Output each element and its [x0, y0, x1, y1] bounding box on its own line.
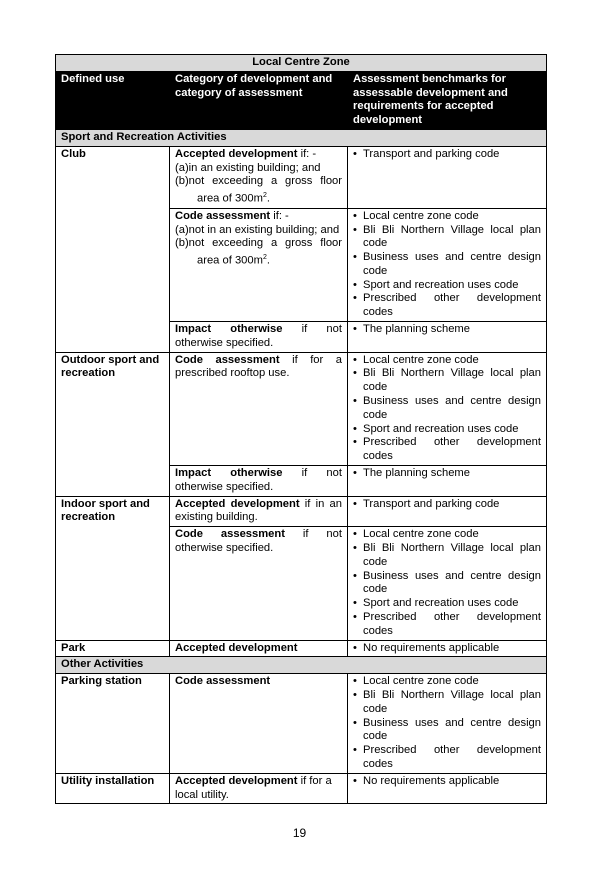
section-row-sport	[56, 129, 547, 146]
category-label: Code assessment	[175, 353, 280, 366]
benchmark-cell	[348, 674, 547, 774]
benchmark-item: • Prescribed other development codes	[353, 292, 541, 320]
header-row	[56, 71, 547, 129]
benchmark-list	[353, 210, 541, 320]
benchmark-list	[353, 775, 541, 789]
table-row-indoor-accepted	[56, 496, 547, 527]
header-defined-use: Defined use	[56, 71, 170, 129]
benchmark-item: • Prescribed other development codes	[353, 611, 541, 639]
benchmark-item: • Local centre zone code	[353, 528, 541, 542]
condition-end: .	[266, 192, 270, 205]
category-cell	[170, 352, 348, 465]
category-condition: if not otherwise specified.	[175, 323, 342, 349]
category-cell	[170, 773, 348, 804]
benchmark-list	[353, 498, 541, 512]
defined-use-park: Park	[56, 640, 170, 657]
category-condition: if: -	[270, 209, 289, 222]
category-condition: if for a local utility.	[175, 774, 332, 801]
benchmark-item: • Prescribed other development codes	[353, 436, 541, 464]
category-label: Impact otherwise	[175, 467, 283, 480]
defined-use-indoor-sport: Indoor sport and recreation	[56, 496, 170, 640]
benchmark-item: • Sport and recreation uses code	[353, 597, 541, 611]
benchmark-cell	[348, 146, 547, 208]
local-centre-zone-table	[55, 54, 547, 804]
benchmark-item: • Business uses and centre design code	[353, 570, 541, 598]
category-cell	[170, 466, 348, 497]
benchmark-item: • The planning scheme	[353, 323, 541, 337]
table-row-club-accepted	[56, 146, 547, 208]
benchmark-item: • Local centre zone code	[353, 354, 541, 368]
table-title-row	[56, 55, 547, 72]
category-cell	[170, 322, 348, 353]
section-heading-sport: Sport and Recreation Activities	[56, 129, 547, 146]
defined-use-parking-station: Parking station	[56, 674, 170, 774]
superscript: 2	[262, 192, 267, 200]
benchmark-item: • Sport and recreation uses code	[353, 279, 541, 293]
section-heading-other: Other Activities	[56, 657, 547, 674]
benchmark-list	[353, 467, 541, 481]
benchmark-item: • Local centre zone code	[353, 210, 541, 224]
category-cell: Code assessment	[170, 674, 348, 774]
category-cell	[170, 146, 348, 208]
condition-item: (a)not in an existing building; and	[175, 223, 340, 236]
benchmark-cell	[348, 322, 547, 353]
condition-item: (a)in an existing building; and	[175, 161, 321, 174]
table-row-utility-installation	[56, 773, 547, 804]
benchmark-list	[353, 148, 541, 162]
benchmark-cell	[348, 352, 547, 465]
category-cell	[170, 496, 348, 527]
condition-item	[175, 175, 342, 206]
superscript: 2	[262, 254, 267, 262]
benchmark-cell	[348, 527, 547, 640]
category-label: Code assessment	[175, 528, 285, 541]
condition-text: (b)not exceeding a gross floor area of 300m	[175, 175, 342, 205]
benchmark-item: • Transport and parking code	[353, 148, 541, 162]
benchmark-item: • The planning scheme	[353, 467, 541, 481]
category-condition: if in an existing building.	[175, 497, 342, 524]
benchmark-list	[353, 354, 541, 464]
category-label: Impact otherwise	[175, 323, 283, 336]
category-cell	[170, 527, 348, 640]
benchmark-item: • Bli Bli Northern Village local plan code	[353, 689, 541, 717]
benchmark-item: • No requirements applicable	[353, 642, 541, 656]
benchmark-list	[353, 675, 541, 772]
benchmark-item: • Transport and parking code	[353, 498, 541, 512]
category-label: Code assessment	[175, 209, 271, 222]
benchmark-list	[353, 323, 541, 337]
category-condition: if not otherwise specified.	[175, 467, 342, 493]
benchmark-item: • Business uses and centre design code	[353, 717, 541, 745]
benchmark-item: • Bli Bli Northern Village local plan code	[353, 224, 541, 252]
benchmark-item: • Prescribed other development codes	[353, 744, 541, 772]
benchmark-list	[353, 528, 541, 638]
defined-use-utility-installation: Utility installation	[56, 773, 170, 804]
benchmark-item: • Sport and recreation uses code	[353, 423, 541, 437]
benchmark-list	[353, 642, 541, 656]
condition-item	[175, 237, 342, 268]
benchmark-item: • Bli Bli Northern Village local plan code	[353, 367, 541, 395]
table-row-park	[56, 640, 547, 657]
category-label: Accepted development	[175, 497, 300, 510]
table-row-parking-station	[56, 674, 547, 774]
condition-text: (b)not exceeding a gross floor area of 300m	[175, 237, 342, 267]
category-label: Accepted development	[175, 147, 298, 160]
defined-use-outdoor-sport: Outdoor sport and recreation	[56, 352, 170, 496]
condition-end: .	[266, 254, 270, 267]
header-category: Category of development and category of assessment	[170, 71, 348, 129]
benchmark-item: • Business uses and centre design code	[353, 251, 541, 279]
table-title: Local Centre Zone	[56, 55, 547, 72]
benchmark-cell	[348, 496, 547, 527]
benchmark-item: • Bli Bli Northern Village local plan code	[353, 542, 541, 570]
category-condition: if: -	[297, 147, 317, 160]
header-benchmarks: Assessment benchmarks for assessable development and requirements for accepted development	[348, 71, 547, 129]
benchmark-item: • Local centre zone code	[353, 675, 541, 689]
benchmark-item: • Business uses and centre design code	[353, 395, 541, 423]
benchmark-cell	[348, 773, 547, 804]
category-cell: Accepted development	[170, 640, 348, 657]
category-condition: if for a prescribed rooftop use.	[175, 353, 343, 380]
condition-list	[175, 224, 342, 269]
section-row-other	[56, 657, 547, 674]
category-condition: if not otherwise specified.	[175, 528, 342, 555]
condition-list	[175, 162, 342, 207]
benchmark-cell	[348, 466, 547, 497]
table-row-outdoor-code	[56, 352, 547, 465]
page-number: 19	[292, 826, 307, 840]
benchmark-item: • No requirements applicable	[353, 775, 541, 789]
category-label: Accepted development	[175, 774, 298, 787]
benchmark-cell	[348, 640, 547, 657]
defined-use-club: Club	[56, 146, 170, 352]
category-cell	[170, 208, 348, 321]
benchmark-cell	[348, 208, 547, 321]
